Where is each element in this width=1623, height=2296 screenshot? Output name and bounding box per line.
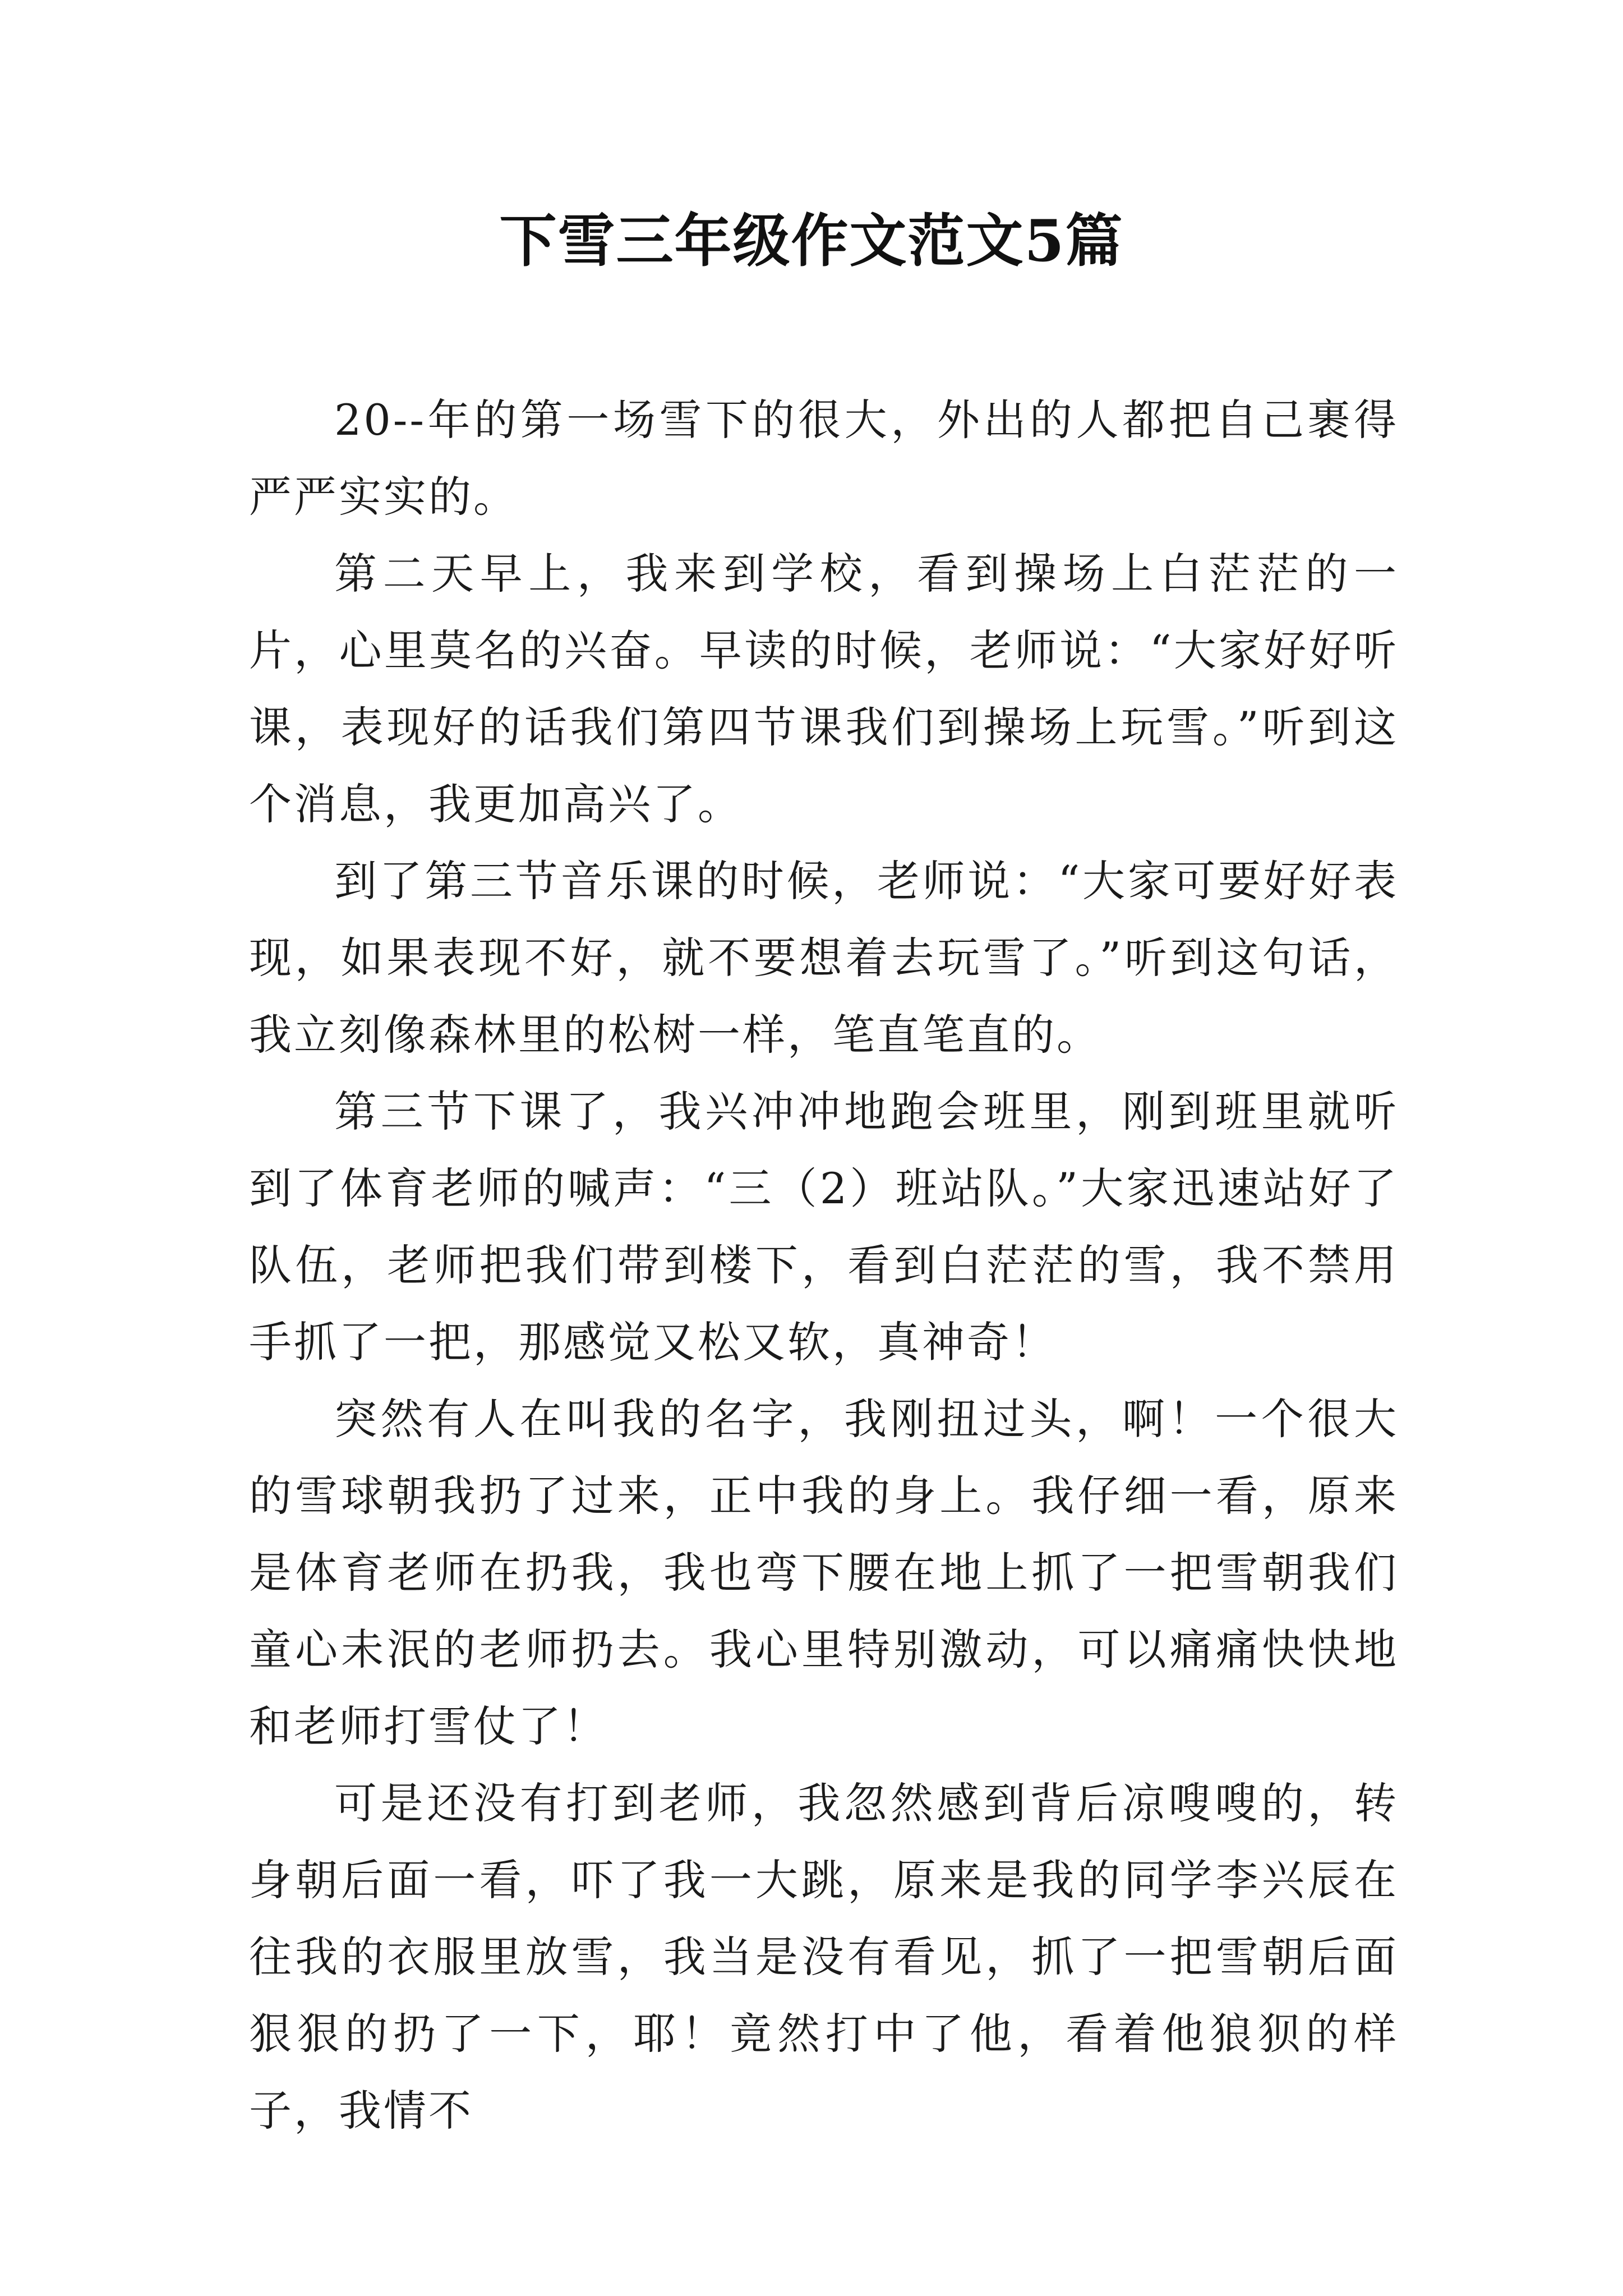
paragraph: 第三节下课了，我兴冲冲地跑会班里，刚到班里就听到了体育老师的喊声：“三（2）班站队。”大家迅速站好了队伍，老师把我们带到楼下，看到白茫茫的雪，我不禁用手抓了一把，那感觉又松又软，真神奇！ <box>249 1087 1399 1367</box>
paragraph: 突然有人在叫我的名字，我刚扭过头，啊！一个很大的雪球朝我扔了过来，正中我的身上。我仔细一看，原来是体育老师在扔我，我也弯下腰在地上抓了一把雪朝我们童心未泯的老师扔去。我心里特别激动，可以痛痛快快地和老师打雪仗了！ <box>249 1394 1399 1751</box>
document-title: 下雪三年级作文范文5篇 <box>499 208 1124 275</box>
paragraph: 到了第三节音乐课的时候，老师说：“大家可要好好表现，如果表现不好，就不要想着去玩雪了。”听到这句话，我立刻像森林里的松树一样，笔直笔直的。 <box>249 856 1399 1060</box>
document-body <box>249 381 1399 2149</box>
paragraph: 可是还没有打到老师，我忽然感到背后凉嗖嗖的，转身朝后面一看，吓了我一大跳，原来是我的同学李兴辰在往我的衣服里放雪，我当是没有看见，抓了一把雪朝后面狠狠的扔了一下，耶！竟然打中了他，看着他狼狈的样子，我情不 <box>249 1778 1399 2136</box>
paragraph: 20--年的第一场雪下的很大，外出的人都把自己裹得严严实实的。 <box>249 395 1399 522</box>
paragraph: 第二天早上，我来到学校，看到操场上白茫茫的一片，心里莫名的兴奋。早读的时候，老师说：“大家好好听课，表现好的话我们第四节课我们到操场上玩雪。”听到这个消息，我更加高兴了。 <box>249 549 1399 829</box>
